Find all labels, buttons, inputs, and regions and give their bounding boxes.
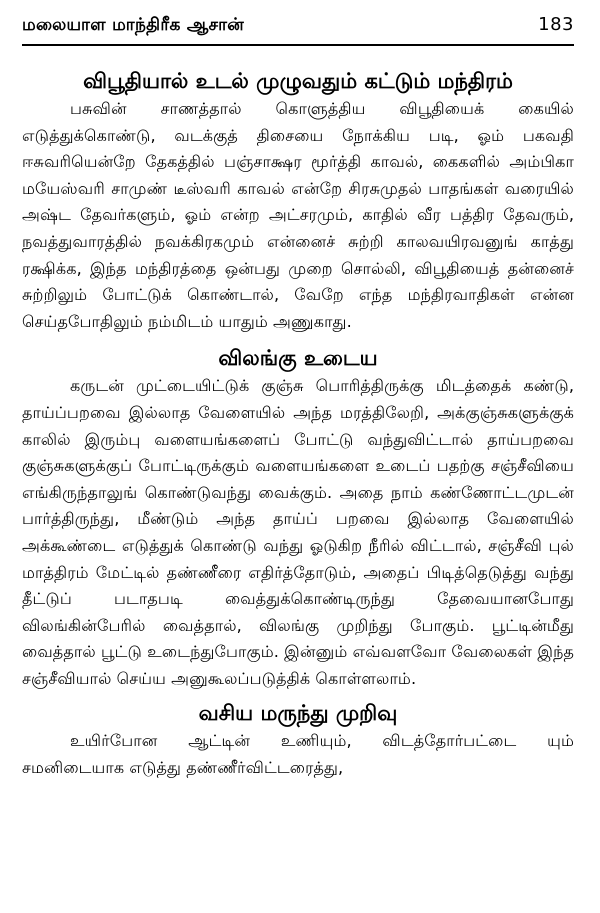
section-title-shackle-breaking: விலங்கு உடைய xyxy=(218,346,378,371)
running-title: மலையாள மாந்திரீக ஆசான் xyxy=(22,15,245,35)
paragraph-text: கருடன் முட்டையிட்டுக் குஞ்சு பொரித்திருக்கு மிடத்தைக் கண்டு, தாய்ப்பறவை இல்லாத வேளையில் அந்த மரத்திலேறி, அக்குஞ்சுகளுக்குக் காலில் இரும்பு வளையங்களைப் போட்டு வந்துவிட்டால் தாய்பறவை குஞ்சுகளுக்குப் போட்டிருக்கும் வளையங்களை உடைப் பதற்கு சஞ்சீவியை எங்கிருந்தாலுங் கொண்டுவந்து வைக்கும். அதை நாம் கண்ணோட்டமுடன் பார்த்திருந்து, மீண்டும் அந்த தாய்ப் பறவை இல்லாத வேளையில் அக்கூண்டை எடுத்துக் கொண்டு வந்து ஓடுகிற நீரில் விட்டால், சஞ்சீவி புல் மாத்திரம் மேட்டில் தண்ணீரை எதிர்த்தோடும், அதைப் பிடித்தெடுத்து வந்து தீட்டுப் படாதபடி வைத்துக்கொண்டிருந்து தேவையானபோது விலங்கின்பேரில் வைத்தால், விலங்கு முறிந்து போகும். பூட்டின்மீது வைத்தால் பூட்டு உடைந்துபோகும். இன்னும் எவ்வளவோ வேலைகள் இந்த சஞ்சீவியால் செய்ய அனுகூலப்படுத்திக் கொள்ளலாம். xyxy=(22,376,574,688)
paragraph-text: உயிர்போன ஆட்டின் உணியும், விடத்தோர்பட்டை யும் சமனிடையாக எடுத்து தண்ணீர்விட்டரைத்து, xyxy=(22,731,574,778)
header-rule xyxy=(22,44,574,46)
page-header xyxy=(22,14,574,42)
section-title-vibhuti-mantra: விபூதியால் உடல் முழுவதும் கட்டும் மந்திரம் xyxy=(83,69,513,93)
section-body-shackle-breaking xyxy=(22,373,574,692)
section-title-vasiya-antidote: வசிய மருந்து முறிவு xyxy=(198,701,398,726)
page-number: 183 xyxy=(538,14,574,35)
section-body-vibhuti-mantra xyxy=(22,96,574,335)
section-body-vasiya-antidote xyxy=(22,728,574,781)
paragraph-text: பசுவின் சாணத்தால் கொளுத்திய விபூதியைக் கையில் எடுத்துக்கொண்டு, வடக்குத் திசையை நோக்கிய படி, ஓம் பகவதி ஈசுவரியென்றே தேகத்தில் பஞ்சாக்ஷர மூர்த்தி காவல், கைகளில் அம்பிகா மயேஸ்வரி சாமுண் டீஸ்வரி காவல் என்றே சிரசுமுதல் பாதங்கள் வரையில் அஷ்ட தேவர்களும், ஓம் என்ற அட்சரமும், காதில் வீர பத்திர தேவரும், நவத்துவாரத்தில் நவக்கிரகமும் என்னைச் சுற்றி காலவயிரவனுங் காத்து ரக்ஷிக்க, இந்த மந்திரத்தை ஒன்பது முறை சொல்லி, விபூதியைத் தன்னைச் சுற்றிலும் போட்டுக் கொண்டால், வேறே எந்த மந்திரவாதிகள் என்ன செய்தபோதிலும் நம்மிடம் யாதும் அணுகாது. xyxy=(22,99,574,331)
